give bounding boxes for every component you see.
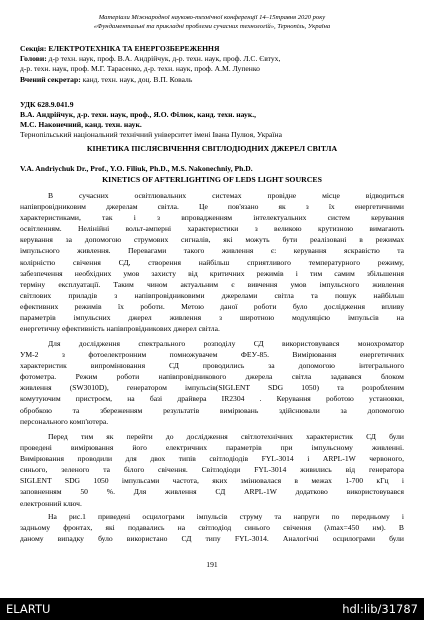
paragraph-2 [20,338,404,427]
title-en: KINETICS OF AFTERLIGHTING OF LEDS LIGHT SOURCES [102,175,322,184]
p4-line: задньому фронтах, які подавались на світлодіод синього свічення (λmax=450 нм). В [20,523,404,533]
page-number: 191 [206,560,218,569]
p4-line: даному випадку було використано СД типу FYL-3014. Аналогічні осцилограми були [20,534,404,544]
conference-header-line-1: Матеріали Міжнародної науково-технічної конференції 14–15травня 2020 року [98,14,326,21]
p3-line: синього, зеленого та білого свічення. Світлодіоди FYL-3014 живились від генератора [20,465,404,475]
p2-line: живлення (SW3010D), генератором імпульсів(SIGLENT SDG 1050) та розробленим [20,383,404,393]
authors-en: V.A. Andriychuk Dr., Prof., Y.O. Filiuk, Ph.D., M.S. Nakonechniy, Ph.D. [20,164,253,173]
handle-link[interactable]: hdl:lib/31787 [342,602,418,616]
repository-name[interactable]: ELARTU [6,602,51,616]
p1-line: освітленням. Нелінійні вольт-амперні характеристики з великою крутизною вимагають [20,224,404,234]
paragraph-3 [20,431,404,509]
p1-line: енергетичну ефективність напівпровідникових джерел світла. [20,324,220,334]
authors-ua-line-2: М.С. Наконечний, канд. техн. наук. [20,120,142,129]
heads-line-1 [20,54,280,64]
p2-line: комутуючим пристроєм, на базі драйвера IR2304 . Керування роботою установки, [20,394,404,404]
paragraph-4 [20,511,404,544]
p2-line: УМ-2 з фотоелектронним помножувачем ФЕУ-85. Вимірювання енергетичних [20,350,404,360]
p2-line: Для дослідження спектрального розподілу СД використовувався монохроматор [48,339,404,348]
p1-line: ефективних режимів їх роботи. Метою даної роботи було дослідження впливу [20,301,404,311]
p1-line: В сучасних освітлювальних системах провідне місце відводиться [48,191,404,200]
conference-header-line-2: «Фундаментальні та прикладні проблеми сучасних технологій», Тернопіль, Україна [93,23,331,30]
p3-line: заповненням 50 %. Для живлення СД ARPL-1W додатково використовувався [20,487,404,497]
heads-label: Голови: [20,54,47,63]
heads-line-2: д-р. техн. наук, проф. М.Г. Тарасенко, д-р. техн. наук, проф. А.М. Лупенко [20,64,260,73]
section-value: ЕЛЕКТРОТЕХНІКА ТА ЕНЕРГОЗБЕРЕЖЕННЯ [46,44,220,53]
p2-line: персонального комп'ютера. [20,416,109,426]
section-line [20,44,219,54]
p1-line: напівпровідниковим джерелам світла. Це пов'язано як з їх енергетичними [20,202,404,212]
p3-line: проведені вимірювання його електричних параметрів при імпульсному живленні. [20,443,404,453]
secretary-label: Вчений секретар: [20,75,81,84]
p1-line: параметрів імпульсних джерел живлення з широтною модуляцією імпульсів на [20,313,404,323]
affiliation: Тернопільський національний технічний університет імені Івана Пулюя, Україна [20,130,282,139]
p2-line: фотометра. Режим роботи напівпровідникового джерела світла задавався блоком [20,372,404,382]
secretary-line [20,75,192,85]
p2-line: обробкою та збереженням результатів вимірювань здійснювали за допомогою [20,405,404,415]
p4-line: На рис.1 приведені осцилограми імпульсів струму та напруги по передньому і [48,512,404,521]
authors-ua-line-1: В.А. Андрійчук, д-р. техн. наук, проф., Я.О. Філюк, канд. техн. наук., [20,110,257,119]
heads-text-1: д-р техн. наук, проф. В.А. Андрійчук, д-р. техн. наук, проф. Л.С. Євтух, [46,54,281,63]
udc-code: УДК 628.9.041.9 [20,100,74,109]
paragraph-1 [20,190,404,334]
secretary-value: канд. техн. наук, доц. В.П. Коваль [80,75,193,84]
p1-line: забезпечення необхідних умов захисту від критичних режимів і тим самим збільшення [20,268,404,278]
p1-line: терміну експлуатації. Таким чином актуальним є вивчення умов імпульсного живлення [20,279,404,289]
repository-footer-bar [0,598,424,620]
p1-line: колірністю свічення СД, створення найбільш сприятливого температурного режиму, [20,257,404,267]
section-label: Секція: [20,44,47,53]
p3-line: електронний ключ. [20,498,82,508]
p1-line: світлових приладів з напівпровідниковими джерелами світла та пошук найбільш [20,290,404,300]
p1-line: характеристиками, так і з впровадженням інтелектуальних систем керування [20,213,404,223]
p3-line: Перед тим як перейти до дослідження світлотехнічних характеристик СД були [48,432,404,441]
p2-line: характеристик випромінювання СД проводились за допомогою інтегрального [20,361,404,371]
p3-line: Вимірювання проводили для двох типів світлодіодів FYL-3014 і ARPL-1W червоного, [20,454,404,464]
title-ua: КІНЕТИКА ПІСЛЯСВІЧЕННЯ СВІТЛОДІОДНИХ ДЖЕРЕЛ СВІТЛА [86,144,338,153]
p3-line: SIGLENT SDG 1050 імпульсами частота, яких змінювалася в межах 1-700 кГц і [20,476,404,486]
p1-line: імпульсного живлення. Перевагами такого живлення є: керування яскравістю та [20,246,404,256]
p1-line: керування за допомогою струмових сигналів, які можуть бути реалізовані в режимах [20,235,404,245]
